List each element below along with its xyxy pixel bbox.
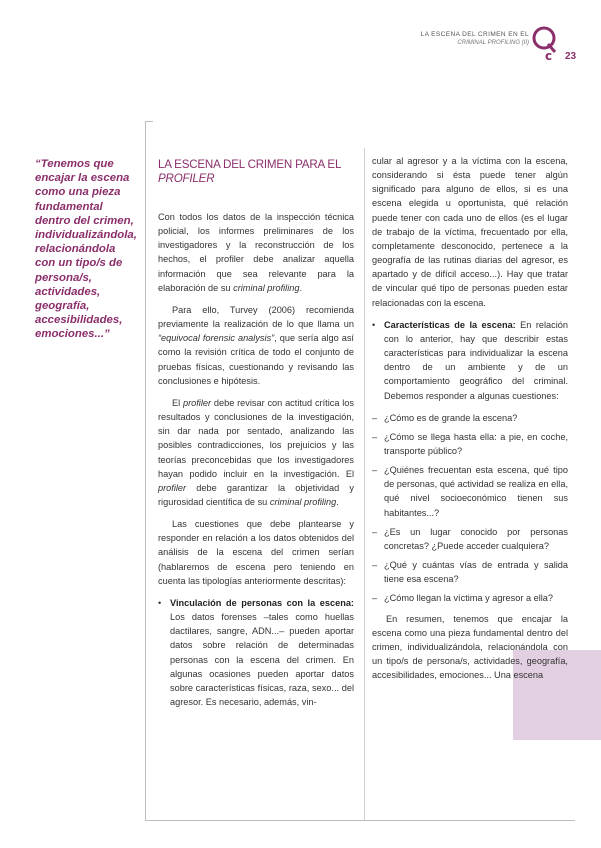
running-header [421, 30, 529, 48]
pull-quote: “Tenemos que encajar la escena como una pieza fundamental dentro del crimen, individualizándola, relacionándola con un tipo/s de persona/s, actividades, geografía, accesibilidades, emociones...” [35, 158, 137, 341]
page-number: 23 [565, 51, 577, 62]
paragraph: Con todos los datos de la inspección técnica policial, los informes preliminares de los investigadores y la reconstrucción de los hechos, el profiler debe analizar aquella información que sea relevante para la elaboración de su criminal profiling. [158, 212, 354, 293]
section-title-main: LA ESCENA DEL CRIMEN PARA EL [158, 158, 341, 171]
list-item: – ¿Es un lugar conocido por personas concretas? ¿Puede acceder cualquiera? [372, 525, 568, 553]
running-header-title: LA ESCENA DEL CRIMEN EN EL [420, 31, 529, 38]
paragraph: Las cuestiones que debe plantearse y responder en relación a los datos obtenidos del análisis de la escena del crimen serían (hablaremos de escena pero teniendo en cuenta las tipologías anteriormente descritas): [158, 519, 354, 586]
paragraph: Para ello, Turvey (2006) recomienda previamente la realización de lo que llama un “equivocal forensic analysis”, que sería algo así como la revisión crítica de todo el conjunto de pruebas físicas, cuestionando y revisando las conclusiones e hipótesis. [158, 304, 354, 386]
list-item: – ¿Quiénes frecuentan esta escena, qué tipo de personas, qué actividad se realiza en ella, qué nivel socioeconómico tienen sus habitantes...? [372, 463, 568, 520]
list-item: – ¿Cómo llegan la víctima y agresor a ella? [372, 591, 568, 605]
section-title [158, 158, 354, 186]
frame-top-rule [145, 121, 153, 122]
running-header-subtitle: CRIMINAL PROFILING (II) [457, 40, 529, 46]
bullet-item: • Características de la escena: En relación con lo anterior, hay que describir estas características para individualizar la escena dentro de un ambiente y de un comportamiento geográfico del criminal. Debemos responder a algunas cuestiones: [372, 318, 568, 403]
text-column-left [158, 158, 354, 717]
question-list [372, 411, 568, 606]
list-item: – ¿Qué y cuántas vías de entrada y salida tiene esa escena? [372, 558, 568, 586]
column-divider [364, 148, 365, 820]
paragraph: El profiler debe revisar con actitud crítica los resultados y conclusiones de la investigación, sin dar nada por sentado, analizando las posibles contradicciones, los prejuicios y las teorías preconcebidas que los investigadores hayan podido incluir en la investigación. El profiler debe garantizar la objetividad y rigurosidad científica de su criminal profiling. [158, 397, 354, 507]
paragraph: cular al agresor y a la víctima con la escena, considerando si ésta puede tener algún significado para alguno de ellos, si es una escena elegida u oportunista, qué relación puede tener con cada uno de ellos (es el lugar de trabajo de la víctima, frecuentado por ella, completamente desconocido, pertenece a la geografía de las rutinas diarias del agresor, es apartado y de difícil acceso...). Hay que tratar de vincular qué tipo de personas pueden estar relacionadas con la escena. [372, 156, 568, 308]
list-item: – ¿Cómo es de grande la escena? [372, 411, 568, 425]
svg-text:c: c [545, 49, 553, 63]
text-column-right [372, 154, 568, 690]
qdc-logo-icon [532, 24, 562, 64]
section-title-em: PROFILER [158, 172, 215, 185]
paragraph: En resumen, tenemos que encajar la escena como una pieza fundamental dentro del crimen, individualizándola, relacionándola con un tipo/s de persona/s, actividades, geografía, accesibilidades, emociones... Una escena [372, 613, 568, 681]
bullet-item: • Vinculación de personas con la escena: Los datos forenses –tales como huellas dactilares, sangre, ADN...– pueden aportar datos sobre relación de determinadas personas con la escena del crimen. En algunas ocasiones pueden aportar datos sobre características físicas, raza, sexo... del agresor. Es necesario, además, vin- [158, 596, 354, 709]
list-item: – ¿Cómo se llega hasta ella: a pie, en coche, transporte público? [372, 430, 568, 458]
frame-bottom-rule [145, 820, 575, 821]
frame-left-rule [145, 121, 146, 821]
